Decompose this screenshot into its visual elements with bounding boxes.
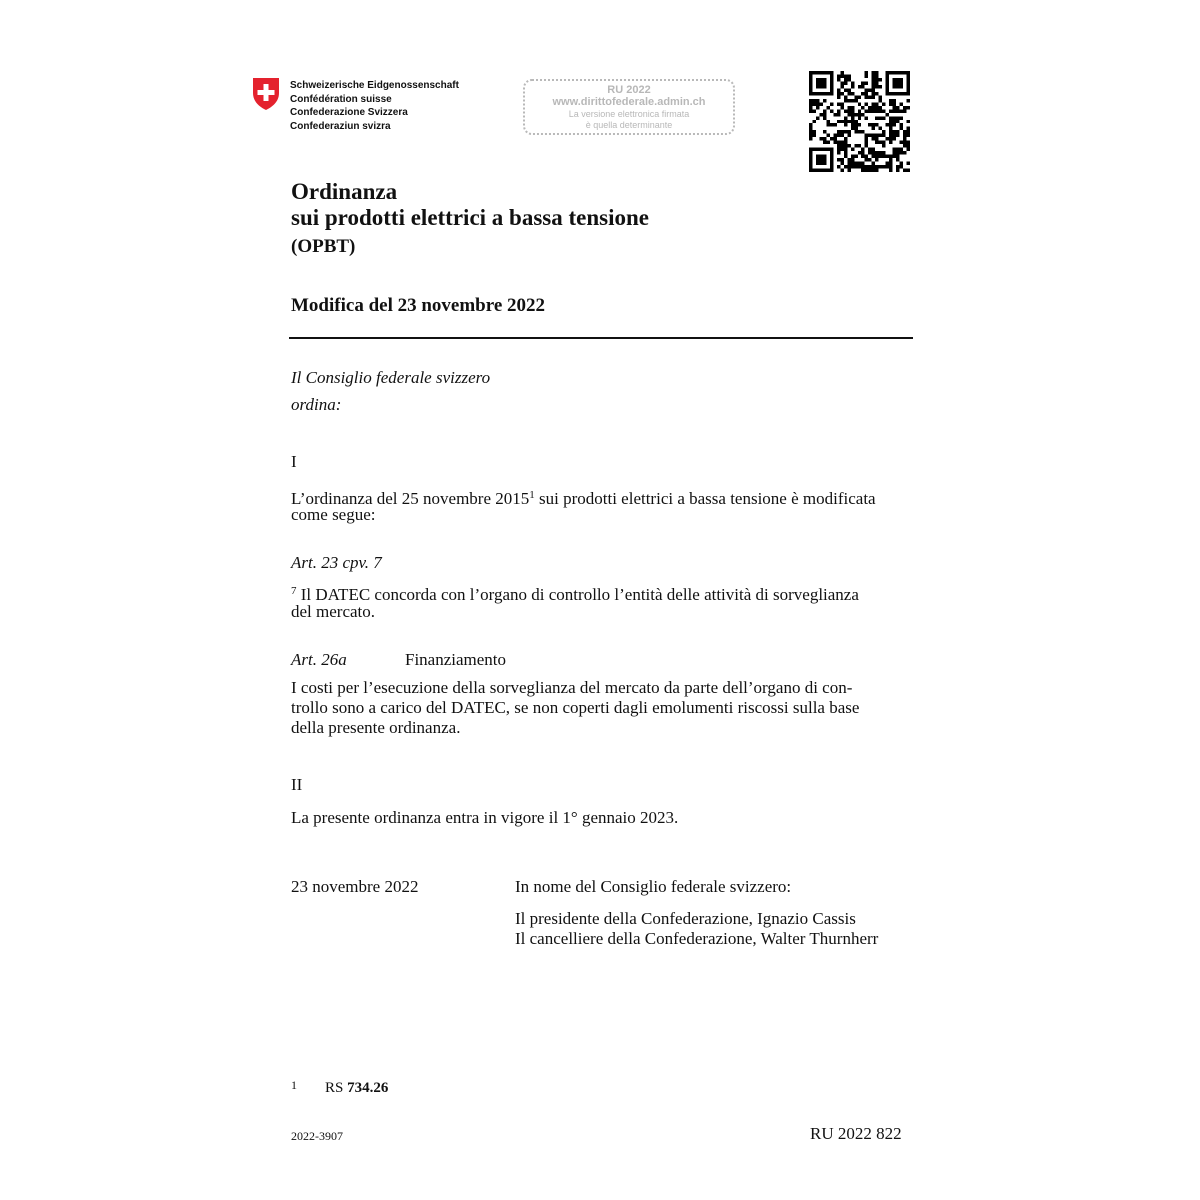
art-26a-title: Finanziamento (405, 650, 507, 669)
section-1-intro-before: L’ordinanza del 25 novembre 2015 (291, 489, 530, 508)
footnote-reference-link[interactable]: 734.26 (347, 1080, 389, 1096)
title-divider (289, 337, 913, 339)
section-1-number: I (291, 452, 297, 471)
stamp-line-2: www.dirittofederale.admin.ch (552, 96, 706, 108)
art-23-line-1-text: Il DATEC concorda con l’organo di controllo l’entità delle attività di sorveglianza (296, 585, 859, 604)
section-2-number: II (291, 775, 303, 794)
confederation-line-rm: Confederaziun svizra (290, 120, 391, 132)
confederation-line-it: Confederazione Svizzera (290, 107, 408, 118)
document-number: 2022-3907 (291, 1129, 343, 1143)
preamble-line-1: Il Consiglio federale svizzero (291, 368, 491, 387)
footnote-reference-1[interactable]: 1 (529, 489, 535, 501)
stamp-line-3: La versione elettronica firmata (568, 109, 690, 119)
amendment-date-heading: Modifica del 23 novembre 2022 (291, 295, 546, 316)
art-23-line-1 (291, 581, 859, 605)
section-1-intro-line-1 (291, 485, 876, 509)
footnote-text (325, 1079, 388, 1097)
signature-chancellor: Il cancelliere della Confederazione, Walter Thurnherr (515, 929, 879, 948)
stamp-line-1: RU 2022 (607, 84, 651, 96)
signature-date: 23 novembre 2022 (291, 877, 419, 896)
swiss-crest-icon (252, 77, 280, 111)
confederation-name-block (290, 79, 459, 133)
official-compilation-reference: RU 2022 822 (810, 1124, 902, 1143)
confederation-line-de: Schweizerische Eidgenossenschaft (290, 80, 459, 91)
art-23-line-2: del mercato. (291, 602, 376, 621)
document-title-line-1: Ordinanza (291, 179, 398, 204)
confederation-line-fr: Confédération suisse (290, 93, 392, 105)
signature-president: Il presidente della Confederazione, Ignazio Cassis (515, 909, 856, 928)
document-abbreviation: (OPBT) (291, 236, 356, 257)
footnote-number: 1 (291, 1078, 297, 1092)
section-1-intro-line-2: come segue: (291, 505, 376, 524)
qr-code-icon (809, 71, 910, 172)
art-26a-line-3: della presente ordinanza. (291, 718, 461, 737)
art-23-heading: Art. 23 cpv. 7 (291, 553, 382, 572)
art-26a-heading: Art. 26a (291, 650, 347, 669)
electronic-version-stamp (523, 79, 735, 135)
stamp-line-4: è quella determinante (585, 119, 673, 130)
footnote-prefix: RS (325, 1080, 348, 1096)
section-2-text: La presente ordinanza entra in vigore il 1° gennaio 2023. (291, 808, 679, 827)
art-26a-line-2: trollo sono a carico del DATEC, se non coperti dagli emolumenti riscossi sulla base (291, 698, 860, 717)
document-title-line-2: sui prodotti elettrici a bassa tensione (291, 205, 649, 230)
signature-on-behalf: In nome del Consiglio federale svizzero: (515, 877, 792, 896)
section-1-intro-after: sui prodotti elettrici a bassa tensione è modificata (534, 489, 876, 508)
art-26a-line-1: I costi per l’esecuzione della sorveglianza del mercato da parte dell’organo di con- (291, 678, 853, 697)
art-23-paragraph-number: 7 (291, 585, 297, 597)
preamble-line-2: ordina: (291, 395, 342, 414)
